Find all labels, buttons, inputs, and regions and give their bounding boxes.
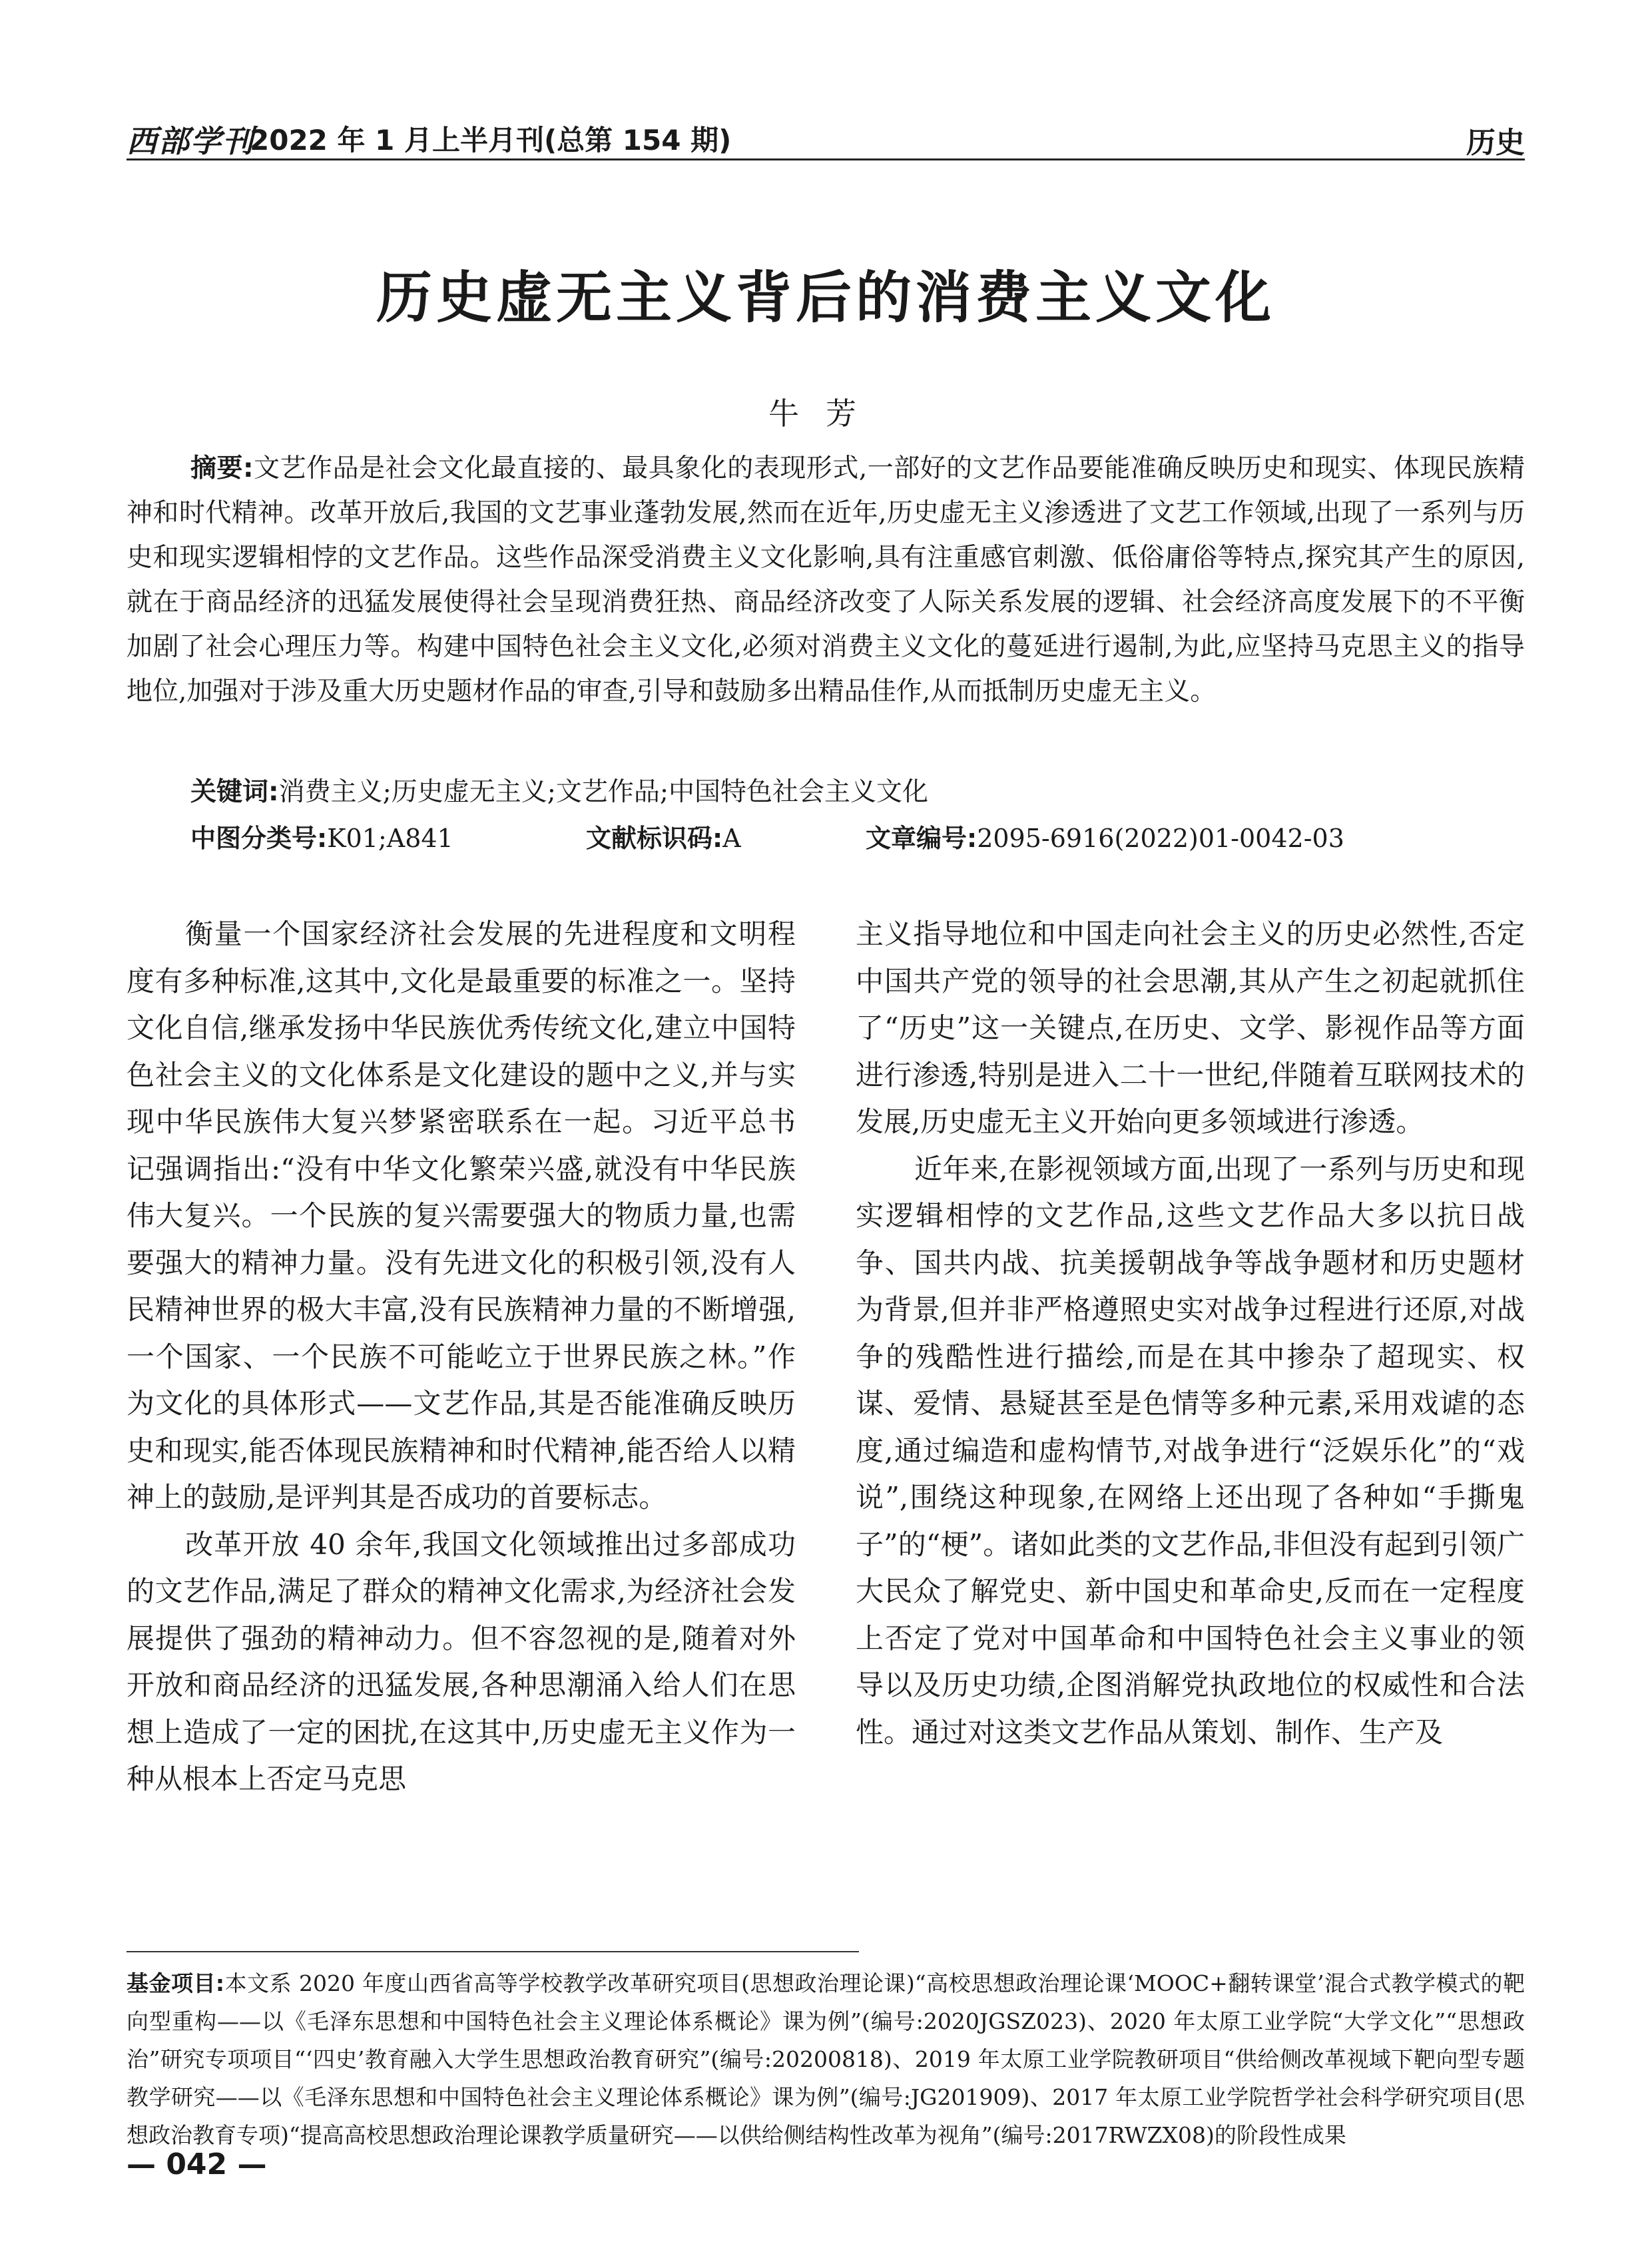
clc-value: K01;A841	[327, 824, 453, 853]
body-paragraph: 改革开放 40 余年,我国文化领域推出过多部成功的文艺作品,满足了群众的精神文化需求,为经济社会发展提供了强劲的精神动力。但不容忽视的是,随着对外开放和商品经济的迅猛发展,各种思潮涌入给人们在思想上造成了一定的困扰,在这其中,历史虚无主义作为一种从根本上否定马克思	[127, 1528, 796, 1795]
body-column-left	[127, 911, 796, 1803]
clc-number	[190, 816, 453, 861]
body-paragraph: 衡量一个国家经济社会发展的先进程度和文明程度有多种标准,这其中,文化是最重要的标准之一。坚持文化自信,继承发扬中华民族优秀传统文化,建立中国特色社会主义的文化体系是文化建设的题中之义,并与实现中华民族伟大复兴梦紧密联系在一起。习近平总书记强调指出:“没有中华文化繁荣兴盛,就没有中华民族伟大复兴。一个民族的复兴需要强大的物质力量,也需要强大的精神力量。没有先进文化的积极引领,没有人民精神世界的极大丰富,没有民族精神力量的不断增强,一个国家、一个民族不可能屹立于世界民族之林。”作为文化的具体形式——文艺作品,其是否能准确反映历史和现实,能否体现民族精神和时代精神,能否给人以精神上的鼓励,是评判其是否成功的首要标志。	[127, 918, 796, 1514]
keywords-text: 消费主义;历史虚无主义;文艺作品;中国特色社会主义文化	[278, 777, 929, 807]
abstract	[127, 446, 1525, 714]
article-number	[866, 816, 1344, 861]
doc-code-label: 文献标识码:	[586, 824, 723, 853]
article-author: 牛芳	[768, 396, 883, 431]
funding-label: 基金项目:	[127, 1970, 225, 1996]
article-no-value: 2095-6916(2022)01-0042-03	[977, 824, 1344, 853]
funding-footnote	[127, 1964, 1525, 2154]
body-paragraph: 近年来,在影视领域方面,出现了一系列与历史和现实逻辑相悖的文艺作品,这些文艺作品大多以抗日战争、国共内战、抗美援朝战争等战争题材和历史题材为背景,但并非严格遵照史实对战争过程进行还原,对战争的残酷性进行描绘,而是在其中掺杂了超现实、权谋、爱情、悬疑甚至是色情等多种元素,采用戏谑的态度,通过编造和虚构情节,对战争进行“泛娱乐化”的“戏说”,围绕这种现象,在网络上还出现了各种如“手撕鬼子”的“梗”。诸如此类的文艺作品,非但没有起到引领广大民众了解党史、新中国史和革命史,反而在一定程度上否定了党对中国革命和中国特色社会主义事业的领导以及历史功绩,企图消解党执政地位的权威性和合法性。通过对这类文艺作品从策划、制作、生产及	[856, 1152, 1525, 1749]
abstract-label: 摘要:	[190, 453, 254, 483]
header-divider	[127, 158, 1525, 160]
body-column-right	[856, 911, 1525, 1756]
clc-label: 中图分类号:	[190, 824, 328, 853]
doc-code-value: A	[722, 824, 741, 853]
journal-name: 西部学刊	[127, 123, 254, 159]
keywords	[190, 770, 1522, 814]
journal-issue: 2022 年 1 月上半月刊(总第 154 期)	[250, 124, 732, 156]
section-name: 历史	[1466, 126, 1525, 160]
footnote-divider	[127, 1951, 859, 1952]
abstract-text: 文艺作品是社会文化最直接的、最具象化的表现形式,一部好的文艺作品要能准确反映历史和现实、体现民族精神和时代精神。改革开放后,我国的文艺事业蓬勃发展,然而在近年,历史虚无主义渗透进了文艺工作领域,出现了一系列与历史和现实逻辑相悖的文艺作品。这些作品深受消费主义文化影响,具有注重感官刺激、低俗庸俗等特点,探究其产生的原因,就在于商品经济的迅猛发展使得社会呈现消费狂热、商品经济改变了人际关系发展的逻辑、社会经济高度发展下的不平衡加剧了社会心理压力等。构建中国特色社会主义文化,必须对消费主义文化的蔓延进行遏制,为此,应坚持马克思主义的指导地位,加强对于涉及重大历史题材作品的审查,引导和鼓励多出精品佳作,从而抵制历史虚无主义。	[127, 453, 1525, 706]
page-number: — 042 —	[127, 2147, 267, 2181]
body-paragraph-continued: 主义指导地位和中国走向社会主义的历史必然性,否定中国共产党的领导的社会思潮,其从产生之初起就抓住了“历史”这一关键点,在历史、文学、影视作品等方面进行渗透,特别是进入二十一世纪,伴随着互联网技术的发展,历史虚无主义开始向更多领域进行渗透。	[856, 918, 1525, 1138]
document-code	[586, 816, 741, 861]
article-no-label: 文章编号:	[866, 824, 977, 853]
funding-text: 本文系 2020 年度山西省高等学校教学改革研究项目(思想政治理论课)“高校思想政治理论课‘MOOC+翻转课堂’混合式教学模式的靶向型重构——以《毛泽东思想和中国特色社会主义理论体系概论》课为例”(编号:2020JGSZ023)、2020 年太原工业学院“大学文化”“思想政治”研究专项项目“‘四史’教育融入大学生思想政治教育研究”(编号:20200818)、2019 年太原工业学院教研项目“供给侧改革视域下靶向型专题教学研究——以《毛泽东思想和中国特色社会主义理论体系概论》课为例”(编号:JG201909)、2017 年太原工业学院哲学社会科学研究项目(思想政治教育专项)“提高高校思想政治理论课教学质量研究——以供给侧结构性改革为视角”(编号:2017RWZX08)的阶段性成果	[127, 1970, 1525, 2148]
running-header	[127, 112, 1525, 158]
keywords-label: 关键词:	[190, 777, 279, 807]
article-title: 历史虚无主义背后的消费主义文化	[376, 265, 1275, 330]
